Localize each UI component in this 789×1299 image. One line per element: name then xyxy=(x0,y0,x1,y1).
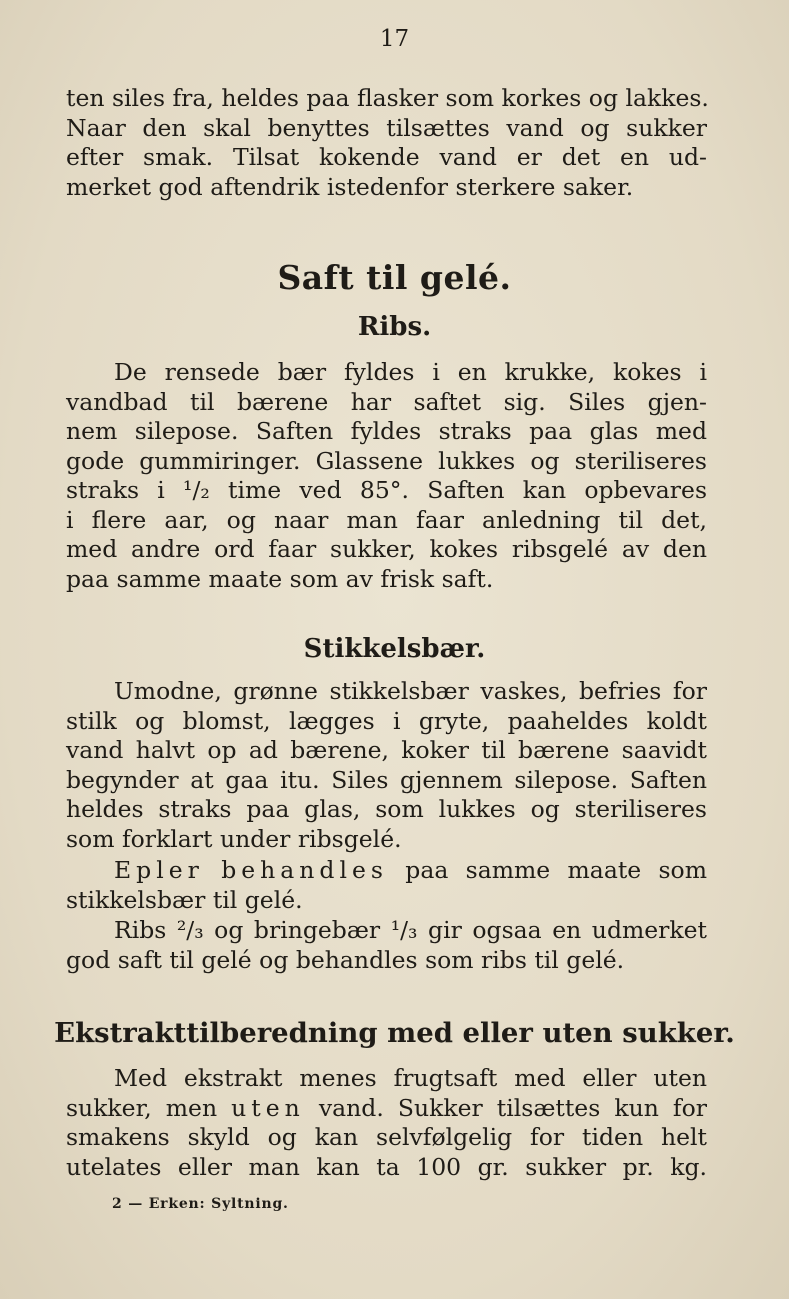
text-line: Naar den skal benyttes tilsættes vand og sukker xyxy=(66,113,707,142)
text-line: smakens skyld og kan selvfølgelig for tiden helt xyxy=(66,1123,707,1151)
text-line xyxy=(66,1094,707,1124)
text-line: Umodne, grønne stikkelsbær vaskes, befries for xyxy=(114,677,707,705)
text-line: merket god aftendrik istedenfor sterkere saker. xyxy=(66,172,634,201)
text-line: som forklart under ribsgelé. xyxy=(66,824,402,853)
text-line: straks i ¹/₂ time ved 85°. Saften kan opbevares xyxy=(66,476,707,504)
text-line: i flere aar, og naar man faar anledning til det, xyxy=(66,505,707,534)
text-line: heldes straks paa glas, som lukkes og steriliseres xyxy=(66,795,707,823)
text-line: nem silepose. Saften fyldes straks paa glas med xyxy=(66,417,707,445)
ribs-paragraph xyxy=(66,358,707,594)
emphasis-uten: uten xyxy=(231,1093,305,1122)
emphasis-behandles: behandles xyxy=(221,856,388,884)
text-span: vand. Sukker tilsættes kun for xyxy=(318,1093,707,1122)
epler-paragraph xyxy=(66,856,707,915)
signature-footer: 2 — Erken: Syltning. xyxy=(112,1196,289,1212)
text-line: utelates eller man kan ta 100 gr. sukker pr. kg. xyxy=(66,1152,707,1181)
text-line: efter smak. Tilsat kokende vand er det en ud- xyxy=(66,143,707,171)
text-line: begynder at gaa itu. Siles gjennem silepose. Saften xyxy=(66,765,707,794)
text-line: De rensede bær fyldes i en krukke, kokes i xyxy=(114,358,707,386)
page-number: 17 xyxy=(379,26,410,52)
text-line: vand halvt op ad bærene, koker til bærene saavidt xyxy=(66,736,707,764)
text-line: god saft til gelé og behandles som ribs til gelé. xyxy=(66,945,625,974)
ekstrakt-paragraph xyxy=(66,1064,707,1182)
section-heading-ekstrakttilberedning: Ekstrakttilberedning med eller uten sukker. xyxy=(54,1017,735,1049)
text-span: paa samme maate som xyxy=(405,856,707,884)
text-line: Med ekstrakt menes frugtsaft med eller uten xyxy=(114,1064,707,1092)
subheading-ribs: Ribs. xyxy=(357,312,432,342)
text-line: ten siles fra, heldes paa flasker som korkes og lakkes. xyxy=(66,84,709,112)
emphasis-epler: Epler xyxy=(114,856,204,884)
text-line: gode gummiringer. Glassene lukkes og steriliseres xyxy=(66,446,707,475)
text-line: paa samme maate som av frisk saft. xyxy=(66,564,494,593)
text-line: vandbad til bærene har saftet sig. Siles gjen- xyxy=(66,387,707,416)
section-heading-saft-til-gele: Saft til gelé. xyxy=(277,258,512,297)
text-line: stikkelsbær til gelé. xyxy=(66,885,303,914)
stikkelsbaer-paragraph xyxy=(66,677,707,854)
text-line: stilk og blomst, lægges i gryte, paaheldes koldt xyxy=(66,706,707,735)
ribs-bringebaer-paragraph xyxy=(66,916,707,975)
intro-paragraph xyxy=(66,84,707,202)
text-span: sukker, men xyxy=(66,1093,218,1122)
text-line: Ribs ²/₃ og bringebær ¹/₃ gir ogsaa en udmerket xyxy=(114,916,707,944)
subheading-stikkelsbaer: Stikkelsbær. xyxy=(303,634,486,664)
text-line: med andre ord faar sukker, kokes ribsgelé av den xyxy=(66,535,707,563)
text-line xyxy=(66,856,707,886)
